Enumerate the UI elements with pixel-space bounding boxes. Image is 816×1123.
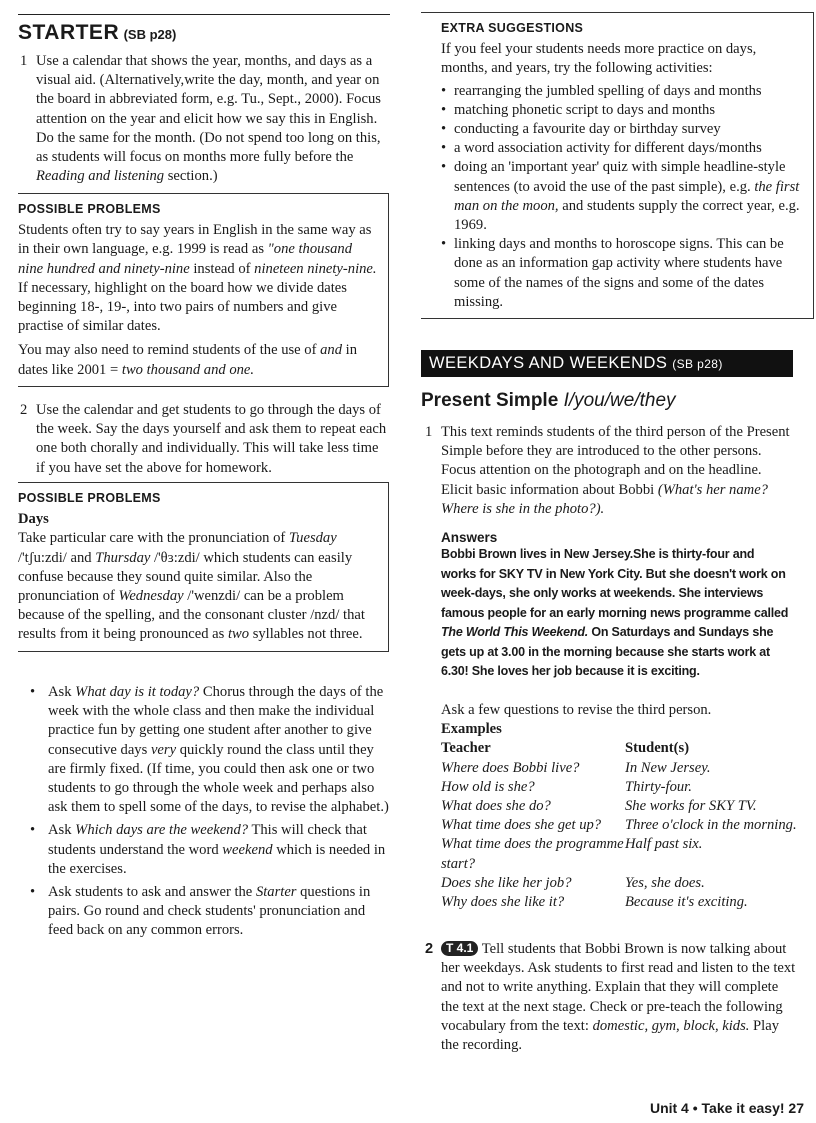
present-simple-heading: Present Simple I/you/we/they [421,390,676,411]
pp-years-text: Students often try to say years in English in the same way as in their own language, e.g. 1999 is read as "one thousand nine hundred and ninety-nine instead of nineteen ninety-nine. If necessary, highlight on the board how we divide dates beginning 18-, 19-, into two pairs of numbers and give practise of similar dates. [18,222,377,335]
examples-table: Teacher Student(s) Where does Bobbi live? In New Jersey. How old is she? Thirty-four. What does she do? She works for SKY TV. What time does she get up? Three o'clock in the morning. What time does the programme start? Half past six. Does she like her job? Yes, she does. Why does she like it? Because it's exciting. [441,739,797,912]
extra-suggestions-list [441,82,805,312]
answers-block: Answers Bobbi Brown lives in New Jersey.She is thirty-four and works for SKY TV in New York City. But she doesn't work on week-days, she only works at weekends. She interviews famous people for an early morning news programme called The World This Weekend. On Saturdays and Sundays she gets up at 3.00 in the morning because she starts work at 6.30! She loves her job because it is exciting. [441,530,791,682]
weekdays-item-2: 2 T 4.1 Tell students that Bobbi Brown is now talking about her weekdays. Ask students to first read and listen to the text and not to write anything. Explain that they will complete the text at the next stage. Check or pre-teach the following vocabulary from the text: domestic, gym, block, kids. Play the recording. [425,941,796,1054]
page-footer: Unit 4 • Take it easy! 27 [649,1100,804,1116]
section-band-weekdays: WEEKDAYS AND WEEKENDS (SB p28) [421,350,793,377]
starter-heading: STARTER (SB p28) [18,14,390,45]
starter-item-2: 2 Use the calendar and get students to go through the days of the week. Say the days yourself and ask them to repeat each one both chorally and individually. This will take less time if you have set the above for homework. [20,402,387,476]
example-answer: In New Jersey. [625,759,711,776]
list-item: • linking days and months to horoscope signs. This can be done as an information gap activity where students have some of the names of the signs and some of the dates missing. [441,235,805,312]
example-answer: Thirty-four. [625,778,692,795]
list-item: • Ask students to ask and answer the Starter questions in pairs. Go round and check students' pronunciation and feed back on any common errors. [18,883,390,941]
list-item: • Ask Which days are the weekend? This will check that students understand the word weekend which is needed in the exercises. [18,821,390,879]
starter-bullet-list [18,683,390,941]
example-question: Does she like her job? [441,874,572,891]
pp-days-text: Take particular care with the pronunciation of Tuesday /'tʃu:zdi/ and Thursday /'θɜ:zdi/ which students can easily confuse because they sound quite similar. Also the pronunciation of Wednesday /'wenzdi/ can be a problem because of the spelling, and the consonant cluster /nzd/ that results from it being pronounced as two syllables not three. [18,530,365,643]
pp-and-text: You may also need to remind students of the use of and in dates like 2001 = two thousand and one. [18,342,357,378]
example-question: What time does she get up? [441,817,602,834]
list-item: • matching phonetic script to days and months [441,101,805,120]
list-item: • a word association activity for different days/months [441,139,805,158]
example-answer: Yes, she does. [625,874,705,891]
example-question: Where does Bobbi live? [441,759,580,776]
example-answer: Because it's exciting. [625,894,748,911]
possible-problems-box-days: POSSIBLE PROBLEMS Days Take particular care with the pronunciation of Tuesday /'tʃu:zdi/ and Thursday /'θɜ:zdi/ which students can easily confuse because they sound quite similar. Also the pronunciation of Wednesday /'wenzdi/ can be a problem because of the spelling, and the consonant cluster /nzd/ that results from it being pronounced as two syllables not three. [18,482,389,652]
example-answer: She works for SKY TV. [625,798,757,815]
extra-suggestions-box: EXTRA SUGGESTIONS If you feel your students needs more practice on days, months, and years, try the following activities: • rearranging the jumbled spelling of days and months • matching phonetic script to days and months • conducting a favourite day or birthday survey • a word association activity for different days/months • doing an 'important year' quiz with simple headline-style sentences (to avoid the use of the past simple), e.g. the first man on the moon, and students supply the correct year, e.g. 1969. • linking days and months to horoscope signs. This can be done as an information gap activity where students have some of the names of the signs and some of the dates missing. [421,12,814,319]
answers-text: Bobbi Brown lives in New Jersey.She is thirty-four and works for SKY TV in New York City. But she doesn't work on week-days, she only works at weekends. She interviews famous people for an early morning news programme called The World This Weekend. On Saturdays and Sundays she gets up at 3.00 in the morning because she starts work at 6.30! She loves her job because it is exciting. [441,547,789,678]
track-badge: T 4.1 [441,941,478,956]
list-item: • rearranging the jumbled spelling of days and months [441,82,805,101]
examples-block: Ask a few questions to revise the third person. Examples Teacher Student(s) Where does Bobbi live? In New Jersey. How old is she? Thirty-four. What does she do? She works for SKY TV. What time does she get up? Three o'clock in the morning. What time does the programme start? Half past six. Does she like her job? Yes, she does. Why does she like it? Because it's exciting. [441,701,797,912]
example-question: What time does the programme start? [441,836,624,872]
example-answer: Half past six. [625,836,703,853]
example-question: What does she do? [441,798,551,815]
list-item: • Ask What day is it today? Chorus through the days of the week with the whole class and then make the individual practice fun by getting one student after another to give consecutive days very quickly round the class until they are firmly fixed. (If time, you could then ask one or two students to go through the whole week and perhaps also ask them to spell some of the days, to revise the alphabet.) [18,683,390,817]
example-question: How old is she? [441,778,535,795]
weekdays-item-1: 1 This text reminds students of the third person of the Present Simple before they are introduced to the other persons. Focus attention on the photograph and on the headline. Elicit basic information about Bobbi (What's her name? Where is she in the photo?). [425,424,790,517]
possible-problems-box-years: POSSIBLE PROBLEMS Students often try to say years in English in the same way as in their own language, e.g. 1999 is read as "one thousand nine hundred and ninety-nine instead of nineteen ninety-nine. If necessary, highlight on the board how we divide dates beginning 18-, 19-, into two pairs of numbers and give practise of similar dates. You may also need to remind students of the use of and in dates like 2001 = two thousand and one. [18,193,389,387]
list-item: • conducting a favourite day or birthday survey [441,120,805,139]
example-question: Why does she like it? [441,894,565,911]
list-item: • doing an 'important year' quiz with simple headline-style sentences (to avoid the use of the past simple), e.g. the first man on the moon, and students supply the correct year, e.g. 1969. [441,158,805,235]
example-answer: Three o'clock in the morning. [625,817,797,834]
starter-item-1: 1 Use a calendar that shows the year, months, and days as a visual aid. (Alternatively,write the day, month, and year on the board in abbreviated form, e.g. Tu., Sept., 2000). Focus attention on the year and elicit how we say this in English. Do the same for the month. (Do not spend too long on this, as students will focus on months more fully before the Reading and listening section.) [20,53,381,185]
